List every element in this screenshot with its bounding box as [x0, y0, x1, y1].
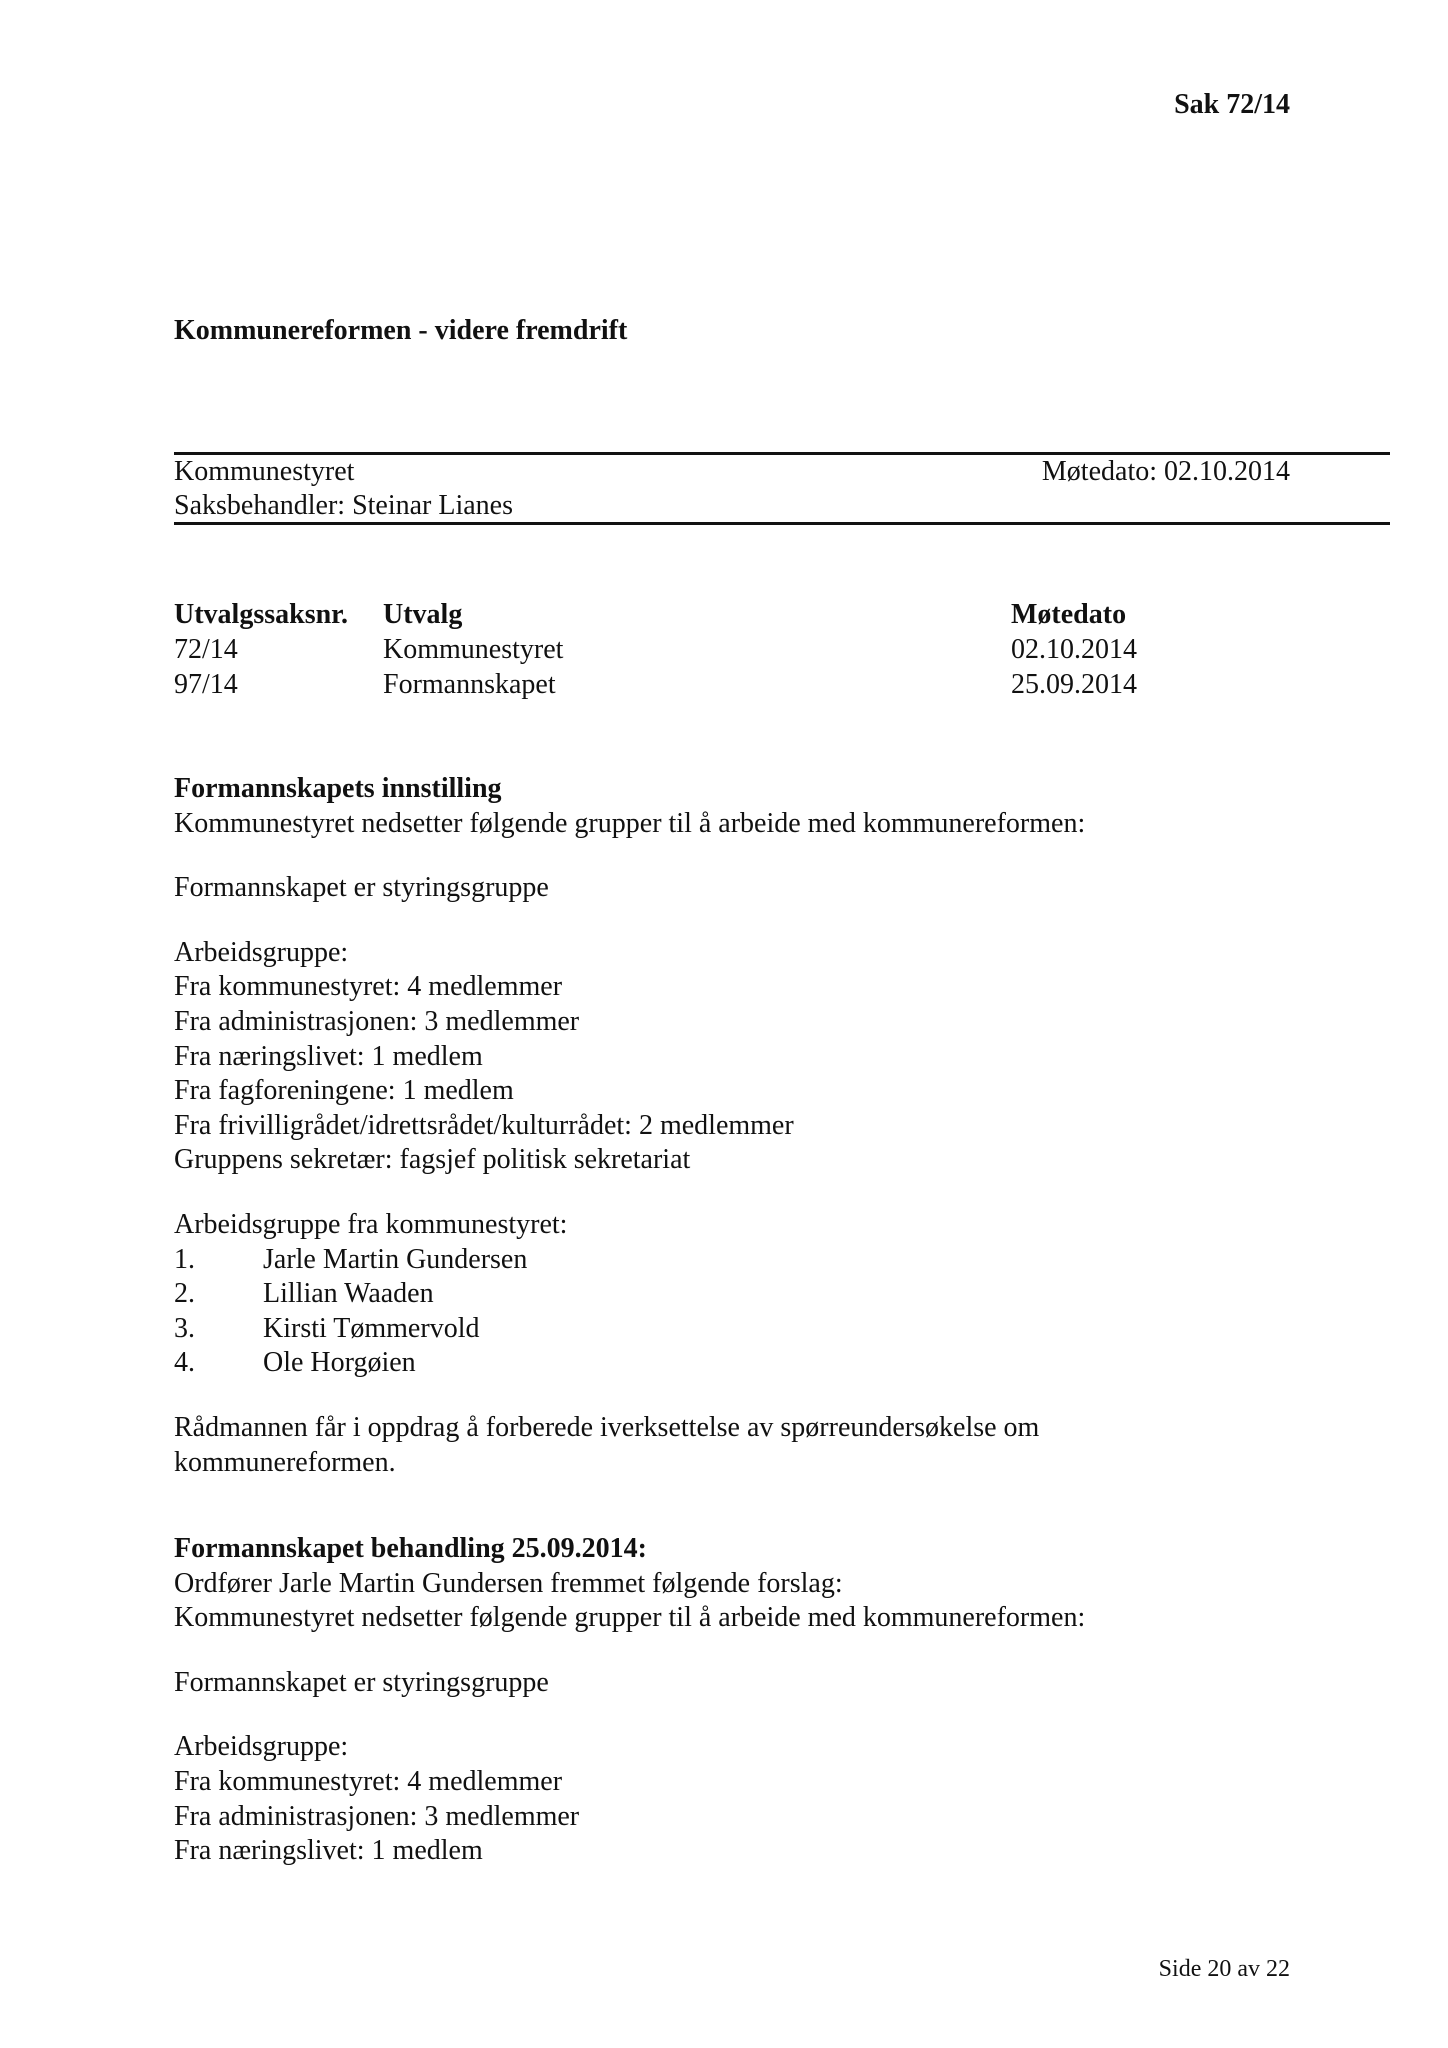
recommendation-intro: Kommunestyret nedsetter følgende grupper til å arbeide med kommunereformen:	[174, 807, 1086, 839]
assignment-text: kommunereformen.	[174, 1446, 396, 1478]
table-cell: 72/14	[174, 634, 238, 665]
council-group-heading: Arbeidsgruppe fra kommunestyret:	[174, 1208, 568, 1240]
table-header-date: Møtedato	[1011, 599, 1127, 630]
table-cell: 25.09.2014	[1011, 669, 1137, 700]
numbered-list-item	[174, 1277, 1085, 1312]
meta-meeting-date: Møtedato: 02.10.2014	[1041, 456, 1290, 487]
working-group-heading: Arbeidsgruppe:	[174, 936, 349, 968]
document-title: Kommunereformen - videre fremdrift	[174, 315, 628, 346]
treatment-heading: Formannskapet behandling 25.09.2014:	[174, 1533, 647, 1564]
table-header-case-no: Utvalgssaksnr.	[174, 599, 349, 630]
treatment-working-group-heading: Arbeidsgruppe:	[174, 1731, 349, 1763]
table-cell: 97/14	[174, 669, 238, 700]
list-number: 3.	[174, 1312, 195, 1344]
list-item: Gruppens sekretær: fagsjef politisk sekretariat	[174, 1144, 691, 1176]
recommendation-heading: Formannskapets innstilling	[174, 773, 502, 804]
member-name: Lillian Waaden	[263, 1278, 434, 1310]
table-header-committee: Utvalg	[383, 599, 463, 630]
recommendation-section	[174, 772, 1085, 1480]
meta-case-officer: Saksbehandler: Steinar Lianes	[174, 490, 514, 521]
member-name: Jarle Martin Gundersen	[263, 1243, 528, 1275]
meta-bottom-rule	[174, 522, 1390, 525]
member-name: Ole Horgøien	[263, 1347, 416, 1379]
treatment-intro: Kommunestyret nedsetter følgende grupper til å arbeide med kommunereformen:	[174, 1602, 1086, 1634]
table-cell: Kommunestyret	[383, 634, 564, 665]
page-number: Side 20 av 22	[1158, 1956, 1290, 1982]
numbered-list-item	[174, 1346, 1085, 1381]
treatment-section	[174, 1532, 1085, 1869]
member-name: Kirsti Tømmervold	[263, 1312, 480, 1344]
list-item: Fra fagforeningene: 1 medlem	[174, 1075, 514, 1107]
list-number: 2.	[174, 1278, 195, 1310]
recommendation-steering: Formannskapet er styringsgruppe	[174, 872, 549, 904]
treatment-proposal-intro: Ordfører Jarle Martin Gundersen fremmet følgende forslag:	[174, 1567, 843, 1599]
numbered-list-item	[174, 1312, 1085, 1347]
list-item: Fra frivilligrådet/idrettsrådet/kulturrådet: 2 medlemmer	[174, 1109, 794, 1141]
list-number: 4.	[174, 1347, 195, 1379]
list-item: Fra kommunestyret: 4 medlemmer	[174, 1765, 563, 1797]
numbered-list-item	[174, 1243, 1085, 1278]
table-cell: 02.10.2014	[1011, 634, 1137, 665]
table-cell: Formannskapet	[383, 669, 556, 700]
case-number: Sak 72/14	[1174, 89, 1290, 120]
list-number: 1.	[174, 1243, 195, 1275]
list-item: Fra administrasjonen: 3 medlemmer	[174, 1800, 580, 1832]
assignment-text: Rådmannen får i oppdrag å forberede iverksettelse av spørreundersøkelse om	[174, 1411, 1040, 1443]
treatment-steering: Formannskapet er styringsgruppe	[174, 1666, 549, 1698]
list-item: Fra næringslivet: 1 medlem	[174, 1040, 483, 1072]
list-item: Fra kommunestyret: 4 medlemmer	[174, 971, 563, 1003]
list-item: Fra administrasjonen: 3 medlemmer	[174, 1005, 580, 1037]
meta-body: Kommunestyret	[174, 456, 355, 487]
list-item: Fra næringslivet: 1 medlem	[174, 1835, 483, 1867]
